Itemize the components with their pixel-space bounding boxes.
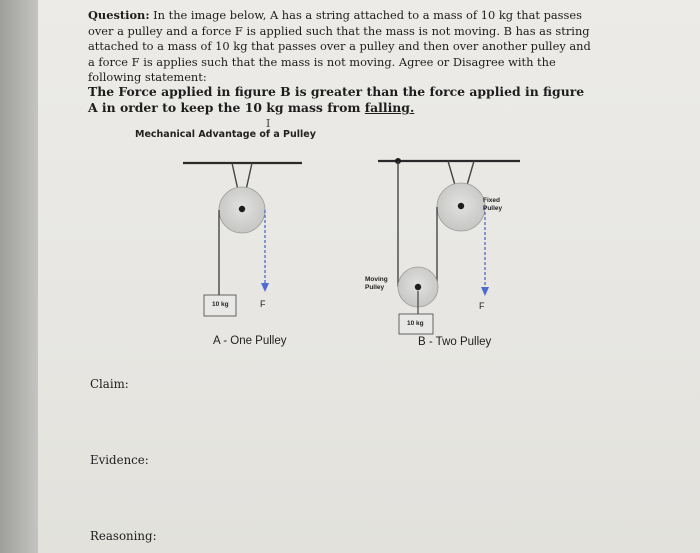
figure-b-moving-pulley-label: Moving Pulley <box>365 276 388 291</box>
figure-b-two-pulley <box>378 158 520 334</box>
figure-b-fixed-pulley-label: Fixed Pulley <box>483 197 503 212</box>
figure-a-one-pulley <box>183 163 302 316</box>
figure-b-caption: B - Two Pulley <box>418 336 492 348</box>
figure-b-force-arrowhead <box>481 287 489 296</box>
diagram-title: Mechanical Advantage of a Pulley <box>135 129 316 140</box>
figure-b-force-label: F <box>479 301 485 311</box>
reasoning-label: Reasoning: <box>90 529 157 543</box>
statement-underlined: falling. <box>364 100 415 115</box>
text-cursor-icon: I <box>266 117 271 130</box>
evidence-label: Evidence: <box>90 453 149 467</box>
figure-b-mass-label: 10 kg <box>407 320 424 327</box>
question-body: In the image below, A has a string attached to a mass of 10 kg that passes over a pulley and a force F is applied such that the mass is not moving. B has as string attached to a mass of 10 kg that passes over a pulley and then over another pulley and a force F is applies such that the mass is not moving. Agree or Disagree with the following statement: <box>88 8 591 84</box>
figure-a-mass-label: 10 kg <box>212 301 229 308</box>
figure-a-caption: A - One Pulley <box>213 335 287 347</box>
figure-b-moving-axle <box>415 284 421 290</box>
figure-a-force-label: F <box>260 299 266 309</box>
claim-label: Claim: <box>90 377 129 391</box>
figure-b-fixed-axle <box>458 203 464 209</box>
figure-a-axle <box>239 206 245 212</box>
figure-a-force-arrowhead <box>261 283 269 292</box>
statement-body: The Force applied in figure B is greater than the force applied in figure A in order to keep the 10 kg mass from <box>88 84 585 115</box>
question-lead: Question: <box>88 8 150 22</box>
